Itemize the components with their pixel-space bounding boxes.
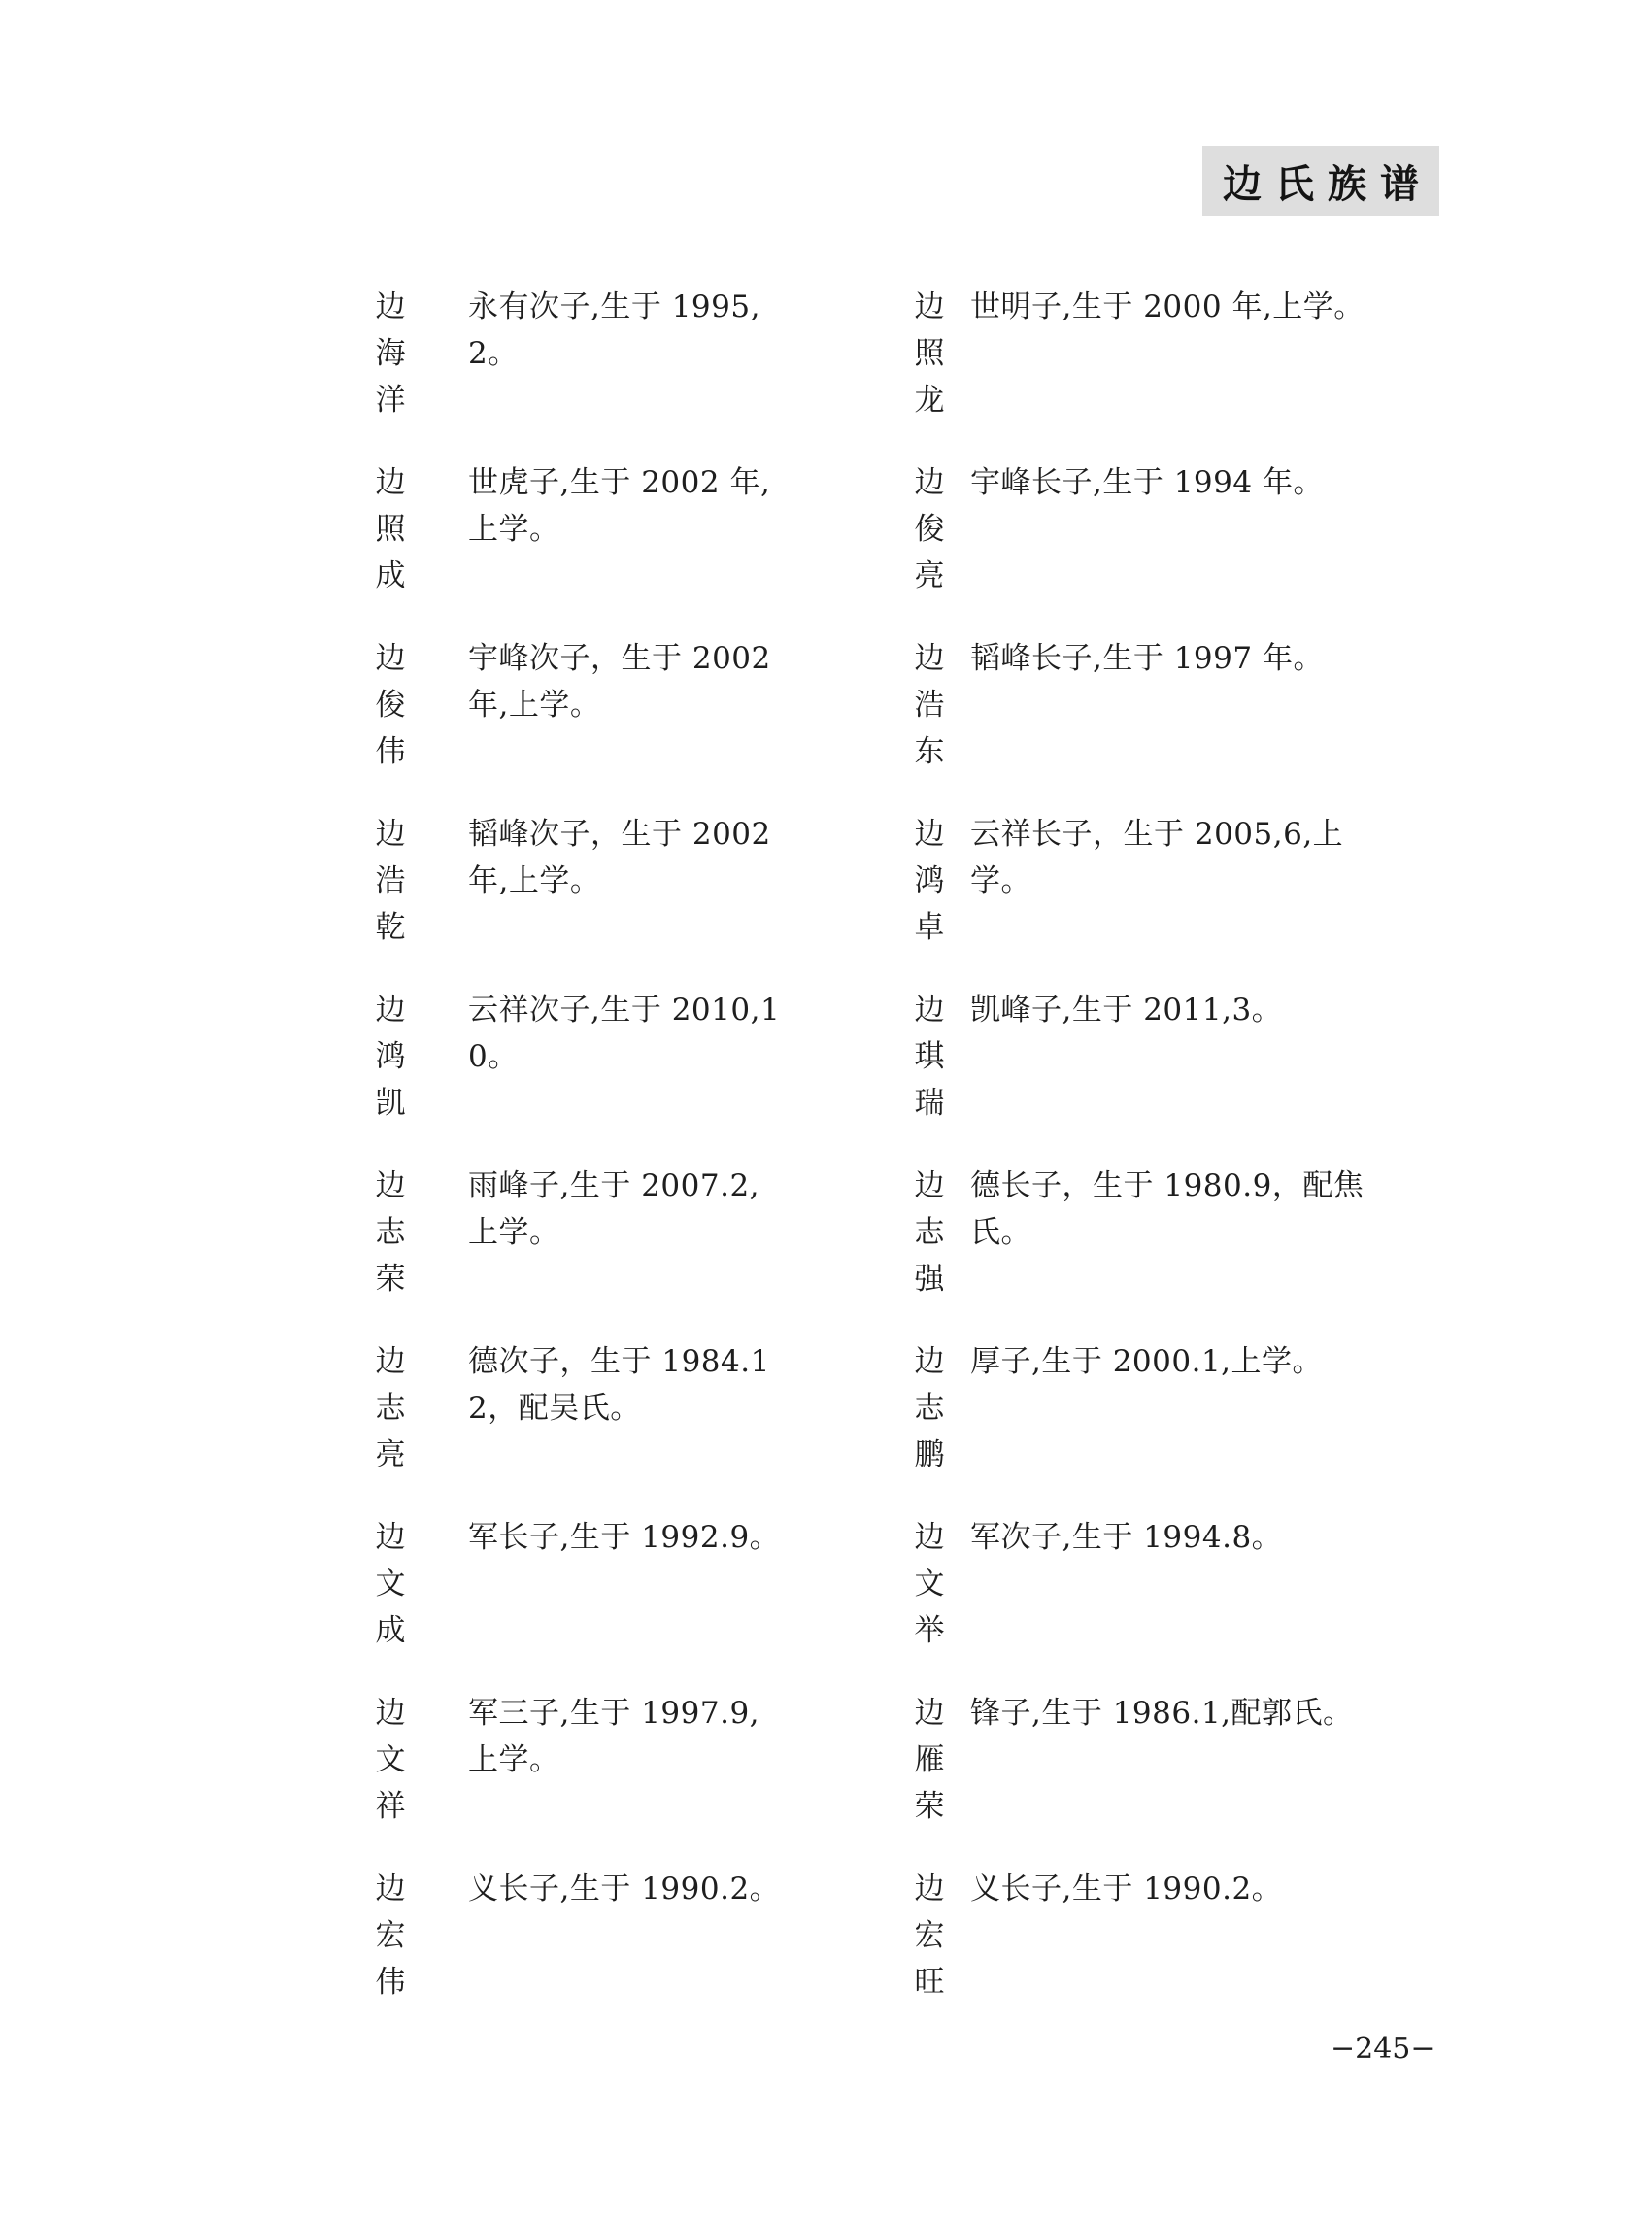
entry-description: 云祥次子,生于 2010,10。: [468, 993, 781, 1074]
name-char: 鸿: [914, 863, 945, 898]
entry-description: 军次子,生于 1994.8。: [970, 1520, 1283, 1555]
name-char: 亮: [375, 1437, 406, 1472]
entry-name: [371, 1690, 410, 1830]
entry-description: 云祥长子，生于 2005,6,上学。: [970, 817, 1344, 898]
entry-name: [910, 1163, 949, 1302]
name-char: 龙: [914, 383, 945, 418]
name-char: 雁: [914, 1742, 945, 1777]
entry-description: 宇峰次子，生于 2002 年,上学。: [468, 641, 771, 723]
entry: [371, 1866, 910, 2041]
entry-description: 凯峰子,生于 2011,3。: [970, 993, 1283, 1028]
name-char: 志: [375, 1391, 406, 1426]
entry-name: [371, 987, 410, 1127]
entry-name: [371, 284, 410, 423]
name-char: 荣: [914, 1789, 945, 1824]
entry-description: 义长子,生于 1990.2。: [970, 1872, 1283, 1906]
entry-description: 韬峰长子,生于 1997 年。: [970, 641, 1324, 676]
entry: [910, 987, 1449, 1163]
entry: [910, 1163, 1449, 1338]
entry-name: [910, 635, 949, 775]
name-char: 边: [914, 465, 945, 500]
entry-name: [371, 459, 410, 599]
name-char: 文: [914, 1567, 945, 1602]
entry: [910, 1514, 1449, 1690]
entry: [371, 1338, 910, 1514]
name-char: 瑞: [914, 1086, 945, 1121]
name-char: 志: [914, 1215, 945, 1250]
entry-description: 永有次子,生于 1995,2。: [468, 289, 760, 371]
name-char: 成: [375, 1613, 406, 1648]
entry-description: 世虎子,生于 2002 年,上学。: [468, 465, 771, 547]
name-char: 照: [375, 512, 406, 547]
name-char: 浩: [914, 688, 945, 723]
name-char: 边: [375, 1344, 406, 1379]
entry: [371, 635, 910, 811]
name-char: 举: [914, 1613, 945, 1648]
entry-name: [371, 811, 410, 951]
entry-name: [371, 635, 410, 775]
name-char: 荣: [375, 1262, 406, 1297]
name-char: 浩: [375, 863, 406, 898]
name-char: 俊: [914, 512, 945, 547]
entry-description: 军三子,生于 1997.9,上学。: [468, 1696, 760, 1777]
entry-description: 宇峰长子,生于 1994 年。: [970, 465, 1324, 500]
entry-description: 德次子，生于 1984.12，配吴氏。: [468, 1344, 770, 1426]
entry-description: 世明子,生于 2000 年,上学。: [970, 289, 1365, 324]
page-number: −245−: [1331, 2032, 1435, 2066]
entry-name: [910, 1514, 949, 1654]
name-char: 边: [914, 1344, 945, 1379]
name-char: 边: [914, 817, 945, 852]
entry: [910, 1866, 1449, 2041]
entry-name: [371, 1338, 410, 1478]
entry: [910, 459, 1449, 635]
entry-description: 雨峰子,生于 2007.2,上学。: [468, 1168, 760, 1250]
entry: [371, 987, 910, 1163]
name-char: 边: [375, 1520, 406, 1555]
header-banner: [1202, 146, 1439, 216]
name-char: 文: [375, 1567, 406, 1602]
entry: [910, 635, 1449, 811]
entry-name: [371, 1163, 410, 1302]
name-char: 边: [914, 1872, 945, 1906]
entry: [371, 459, 910, 635]
name-char: 边: [375, 1696, 406, 1731]
name-char: 强: [914, 1262, 945, 1297]
entry-name: [910, 1866, 949, 2006]
name-char: 边: [914, 641, 945, 676]
name-char: 宏: [914, 1918, 945, 1953]
name-char: 成: [375, 558, 406, 593]
name-char: 志: [375, 1215, 406, 1250]
entry: [910, 284, 1449, 459]
entry: [371, 1163, 910, 1338]
name-char: 边: [914, 1520, 945, 1555]
name-char: 琪: [914, 1039, 945, 1074]
entry: [371, 284, 910, 459]
name-char: 志: [914, 1391, 945, 1426]
name-char: 伟: [375, 1965, 406, 2000]
name-char: 祥: [375, 1789, 406, 1824]
name-char: 凯: [375, 1086, 406, 1121]
entry: [371, 811, 910, 987]
entry-name: [371, 1866, 410, 2006]
entry: [910, 811, 1449, 987]
entry-description: 韬峰次子，生于 2002 年,上学。: [468, 817, 771, 898]
name-char: 宏: [375, 1918, 406, 1953]
name-char: 边: [914, 1168, 945, 1203]
name-char: 俊: [375, 688, 406, 723]
name-char: 东: [914, 734, 945, 769]
entry-name: [910, 284, 949, 423]
entry-description: 义长子,生于 1990.2。: [468, 1872, 781, 1906]
entry-name: [910, 459, 949, 599]
name-char: 照: [914, 336, 945, 371]
entry-name: [371, 1514, 410, 1654]
name-char: 边: [375, 289, 406, 324]
name-char: 亮: [914, 558, 945, 593]
entry: [910, 1338, 1449, 1514]
entry-description: 军长子,生于 1992.9。: [468, 1520, 781, 1555]
entry: [371, 1514, 910, 1690]
entry-name: [910, 1690, 949, 1830]
page-title: 边氏族谱: [1223, 161, 1433, 207]
entry: [371, 1690, 910, 1866]
name-char: 文: [375, 1742, 406, 1777]
entry-description: 德长子，生于 1980.9，配焦氏。: [970, 1168, 1365, 1250]
name-char: 边: [375, 1872, 406, 1906]
name-char: 卓: [914, 910, 945, 945]
name-char: 海: [375, 336, 406, 371]
entry-name: [910, 987, 949, 1127]
name-char: 边: [375, 993, 406, 1028]
name-char: 边: [375, 641, 406, 676]
entry-name: [910, 811, 949, 951]
name-char: 旺: [914, 1965, 945, 2000]
name-char: 边: [375, 1168, 406, 1203]
entry: [910, 1690, 1449, 1866]
name-char: 鹏: [914, 1437, 945, 1472]
name-char: 边: [375, 817, 406, 852]
name-char: 洋: [375, 383, 406, 418]
entry-name: [910, 1338, 949, 1478]
name-char: 边: [914, 289, 945, 324]
entry-description: 厚子,生于 2000.1,上学。: [970, 1344, 1324, 1379]
name-char: 边: [914, 993, 945, 1028]
name-char: 边: [914, 1696, 945, 1731]
genealogy-entries: [371, 284, 1449, 2041]
name-char: 边: [375, 465, 406, 500]
name-char: 伟: [375, 734, 406, 769]
name-char: 乾: [375, 910, 406, 945]
entry-description: 锋子,生于 1986.1,配郭氏。: [970, 1696, 1354, 1731]
name-char: 鸿: [375, 1039, 406, 1074]
